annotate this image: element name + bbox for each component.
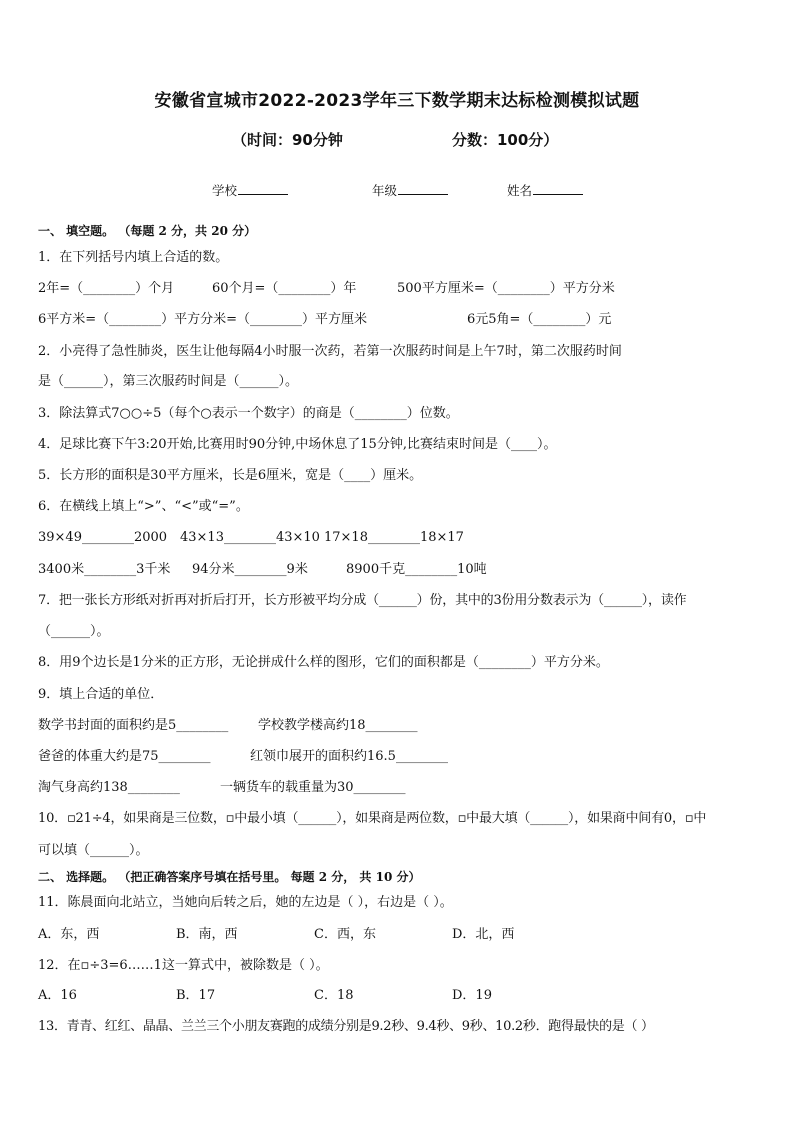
question-5: 5．长方形的面积是30平方厘米，长是6厘米，宽是（____）厘米。 (38, 468, 423, 483)
question-1-item: 2年=（________）个月 (38, 281, 175, 296)
question-6-item: 94分米________9米 (192, 562, 308, 577)
name-field (507, 181, 583, 199)
exam-score: 分数：100分） (452, 131, 559, 149)
question-6-item: 17×18________18×17 (324, 530, 464, 545)
question-12-option: D．19 (452, 988, 492, 1003)
grade-label: 年级 (372, 183, 398, 198)
question-1-stem: 1．在下列括号内填上合适的数。 (38, 250, 229, 265)
question-7-line: 7．把一张长方形纸对折再对折后打开，长方形被平均分成（______）份，其中的3份用分数表示为（______），读作 (38, 593, 687, 608)
question-2-line: 是（______），第三次服药时间是（______）。 (38, 374, 299, 389)
name-label: 姓名 (507, 183, 533, 198)
question-11-stem: 11．陈晨面向北站立，当她向后转之后，她的左边是（ ），右边是（ ）。 (38, 895, 453, 910)
question-6-item: 43×13________43×10 (180, 530, 320, 545)
question-9-item: 淘气身高约138________ (38, 780, 180, 795)
section-fill-blank-heading: 一、 填空题。 （每题 2 分，共 20 分） (38, 224, 257, 238)
question-1-item: 6平方米=（________）平方分米=（________）平方厘米 (38, 312, 368, 327)
grade-blank (398, 182, 448, 195)
question-9-item: 爸爸的体重大约是75________ (38, 749, 211, 764)
question-6-item: 8900千克________10吨 (346, 562, 487, 577)
question-11-option: A．东，西 (38, 927, 100, 942)
question-12-stem: 12．在▫÷3=6……1这一算式中，被除数是（ ）。 (38, 958, 329, 973)
question-4: 4．足球比赛下午3:20开始,比赛用时90分钟,中场休息了15分钟,比赛结束时间是（____）。 (38, 437, 557, 452)
exam-title: 安徽省宣城市2022-2023学年三下数学期末达标检测模拟试题 (154, 91, 640, 111)
question-10-line: 可以填（______）。 (38, 843, 149, 858)
question-1-item: 500平方厘米=（________）平方分米 (397, 281, 615, 296)
question-9-stem: 9．填上合适的单位． (38, 687, 164, 702)
question-6-stem: 6．在横线上填上“>”、“<”或“=”。 (38, 499, 249, 514)
question-7-line: （______）。 (38, 624, 110, 639)
question-1-item: 60个月=（________）年 (212, 281, 357, 296)
question-3: 3．除法算式7○○÷5（每个○表示一个数字）的商是（________）位数。 (38, 406, 459, 421)
question-6-item: 3400米________3千米 (38, 562, 171, 577)
question-9-item: 红领巾展开的面积约16.5________ (250, 749, 448, 764)
question-10-line: 10．▫21÷4，如果商是三位数，▫中最小填（______），如果商是两位数，▫中最大填（______），如果商中间有0，▫中 (38, 811, 707, 826)
school-field (212, 181, 288, 199)
question-11-option: B．南，西 (176, 927, 238, 942)
question-12-option: C．18 (314, 988, 354, 1003)
question-13-stem: 13．青青、红红、晶晶、兰兰三个小朋友赛跑的成绩分别是9.2秒、9.4秒、9秒、10.2秒．跑得最快的是（ ） (38, 1019, 654, 1034)
section-choice-heading: 二、 选择题。 （把正确答案序号填在括号里。 每题 2 分， 共 10 分） (38, 870, 421, 884)
school-blank (238, 182, 288, 195)
exam-time: （时间：90分钟 (232, 131, 343, 149)
question-6-item: 39×49________2000 (38, 530, 168, 545)
question-9-item: 学校教学楼高约18________ (258, 718, 418, 733)
question-12-option: B．17 (176, 988, 216, 1003)
question-11-option: D．北，西 (452, 927, 515, 942)
question-2-line: 2．小亮得了急性肺炎，医生让他每隔4小时服一次药，若第一次服药时间是上午7时，第二次服药时间 (38, 344, 622, 359)
question-1-item: 6元5角=（________）元 (467, 312, 612, 327)
question-11-option: C．西，东 (314, 927, 376, 942)
question-9-item: 数学书封面的面积约是5________ (38, 718, 229, 733)
question-8: 8．用9个边长是1分米的正方形，无论拼成什么样的图形，它们的面积都是（________）平方分米。 (38, 655, 609, 670)
grade-field (372, 181, 448, 199)
name-blank (533, 182, 583, 195)
question-12-option: A．16 (38, 988, 77, 1003)
school-label: 学校 (212, 183, 238, 198)
question-9-item: 一辆货车的载重量为30________ (220, 780, 406, 795)
